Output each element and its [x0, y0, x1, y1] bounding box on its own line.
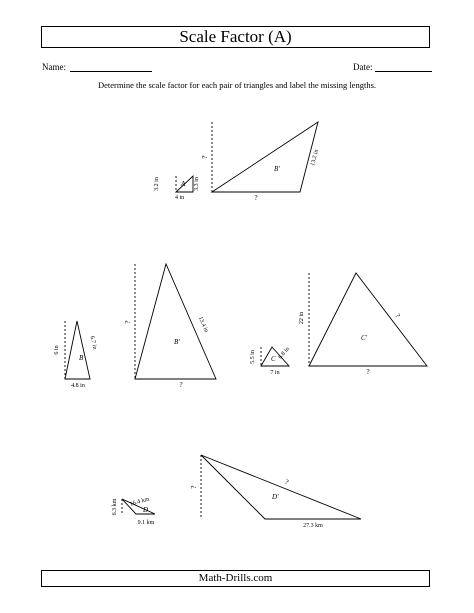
label-b: B [79, 354, 84, 362]
base-a: 4 in [175, 195, 185, 201]
height-c: 5.5 in [250, 350, 256, 364]
side-c: 6.8 in [277, 346, 291, 361]
side-a-prime: 13.2 in [310, 148, 320, 167]
base-a-prime: ? [254, 194, 258, 202]
label-c: C [271, 355, 276, 363]
label-d-prime: D' [272, 493, 279, 501]
label-c-prime: C' [361, 334, 368, 342]
base-b: 4.8 in [71, 383, 85, 389]
side-a: 3.3 in [194, 177, 200, 191]
triangle-c-prime [309, 273, 427, 366]
triangle-b [65, 321, 90, 379]
base-c: 7 in [270, 370, 280, 376]
label-a-prime: B' [274, 165, 280, 173]
height-a: 3.2 in [154, 177, 160, 191]
height-d: 6.3 km [112, 498, 118, 516]
height-d-prime: ? [190, 485, 198, 489]
name-label: Name: [42, 62, 66, 72]
footer-credit: Math-Drills.com [41, 570, 430, 587]
label-a: A [181, 180, 186, 188]
height-b: 6 in [54, 345, 60, 355]
triangle-d-prime [201, 455, 361, 519]
base-b-prime: ? [179, 381, 183, 389]
triangle-a-prime [212, 122, 318, 192]
label-d: D [143, 506, 149, 514]
height-b-prime: ? [124, 320, 132, 324]
date-label: Date: [353, 62, 373, 72]
side-b: 6.7 in [88, 335, 98, 351]
height-a-prime: ? [201, 155, 209, 159]
base-d-prime: 27.3 km [303, 523, 323, 529]
height-c-prime: 22 in [299, 311, 305, 325]
side-b-prime: 13.4 in [196, 315, 209, 334]
side-c-prime: ? [393, 312, 402, 320]
base-d: 9.1 km [137, 520, 155, 526]
label-b-prime: B' [174, 338, 180, 346]
side-d-prime: ? [283, 477, 290, 487]
side-d: 16.4 km [129, 496, 151, 508]
instructions: Determine the scale factor for each pair of triangles and label the missing lengths. [97, 80, 377, 90]
base-c-prime: ? [366, 368, 370, 376]
worksheet-title: Scale Factor (A) [41, 26, 430, 48]
